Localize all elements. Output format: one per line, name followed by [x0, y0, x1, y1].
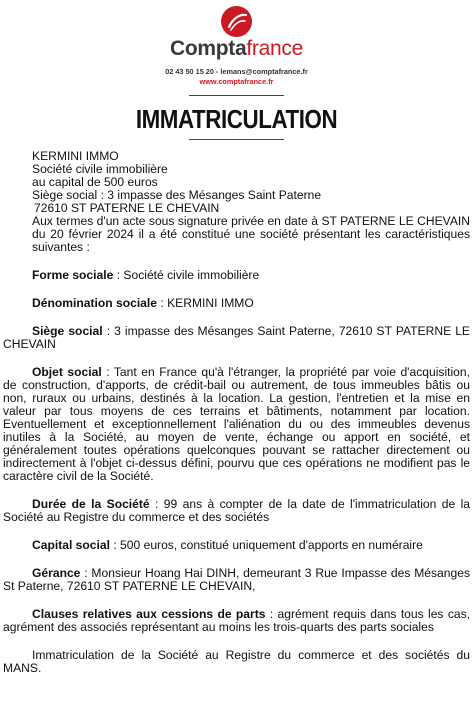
section-label: Capital social — [32, 538, 110, 552]
section-label: Clauses relatives aux cessions de parts — [32, 607, 266, 621]
section-gerance — [3, 567, 470, 593]
closing-text: Immatriculation de la Société au Registre du commerce et des sociétés du MANS. — [3, 648, 470, 675]
closing-paragraph — [3, 649, 470, 675]
section-text: : KERMINI IMMO — [157, 296, 254, 310]
section-label: Objet social — [32, 365, 102, 379]
section-text: : 3 impasse des Mésanges Saint Paterne, 72610 ST PATERNE LE CHEVAIN — [3, 324, 470, 351]
section-text: : 500 euros, constitué uniquement d'apports en numéraire — [109, 538, 423, 552]
address-line: au capital de 500 euros — [32, 175, 158, 189]
section-forme-sociale — [3, 269, 470, 282]
section-siege-social — [3, 325, 470, 351]
logo-brand-name — [0, 37, 473, 61]
address-line: Siège social : 3 impasse des Mésanges Saint Paterne — [32, 188, 322, 202]
section-text: : Société civile immobilière — [113, 268, 260, 282]
section-label: Gérance — [32, 566, 81, 580]
section-duree — [3, 498, 470, 524]
logo-emblem-icon — [221, 6, 252, 37]
section-capital — [3, 539, 470, 552]
section-text: : Tant en France qu'à l'étranger, la propriété par voie d'acquisition, de construction, d'apports, de crédit-bail ou autrement, de tous immeubles bâtis ou non, ruraux ou urbains, destinés à la location. La gestion, l'entretien et la mise en valeur par tous moyens de ces terrains et bâtiments, notamment par location. Eventuellement et exceptionnellement l'aliénation du ou des immeubles devenus inutiles à la Société, au moyen de vente, échange ou apport en société, et généralement toutes opérations quelconques pouvant se rattacher directement ou indirectement à l'objet ci-dessus défini, pourvu que ces opérations ne modifient pas le caractère civil de la Société. — [3, 365, 470, 483]
company-address-block — [3, 150, 470, 215]
intro-paragraph: Aux termes d'un acte sous signature privée en date à ST PATERNE LE CHEVAIN du 20 février 2024 il a été constitué une société présentant les caractéristiques suivantes : — [32, 214, 470, 254]
section-text: : Monsieur Hoang Hai DINH, demeurant 3 Rue Impasse des Mésanges St Paterne, 72610 ST PATERNE LE CHEVAIN, — [3, 566, 470, 593]
logo-brand-part2: france — [246, 37, 303, 60]
notice-body — [3, 150, 470, 675]
section-label: Durée de la Société — [32, 497, 150, 511]
section-text: : agrément requis dans tous les cas, agrément des associés représentant au moins les trois-quarts des parts sociales — [3, 607, 470, 634]
address-line: 72610 ST PATERNE LE CHEVAIN — [34, 201, 220, 215]
logo-website: www.comptafrance.fr — [199, 77, 274, 86]
title-rule-bottom — [189, 139, 284, 140]
section-label: Forme sociale — [32, 268, 114, 282]
section-objet-social — [3, 366, 470, 483]
section-denomination — [3, 297, 470, 310]
section-label: Dénomination sociale — [32, 296, 157, 310]
address-line: Société civile immobilière — [32, 162, 168, 176]
section-label: Siège social — [32, 324, 103, 338]
comptafrance-logo — [0, 0, 473, 92]
logo-contact-line: 02 43 50 15 20 - lemans@comptafrance.fr — [165, 67, 308, 76]
section-cessions — [3, 608, 470, 634]
title-rule-top — [189, 95, 284, 96]
address-line: KERMINI IMMO — [32, 149, 119, 163]
logo-brand-part1: Compta — [170, 37, 247, 60]
section-text: : 99 ans à compter de la date de l'immatriculation de la Société au Registre du commerce et des sociétés — [3, 497, 470, 524]
page-title: IMMATRICULATION — [135, 104, 338, 134]
